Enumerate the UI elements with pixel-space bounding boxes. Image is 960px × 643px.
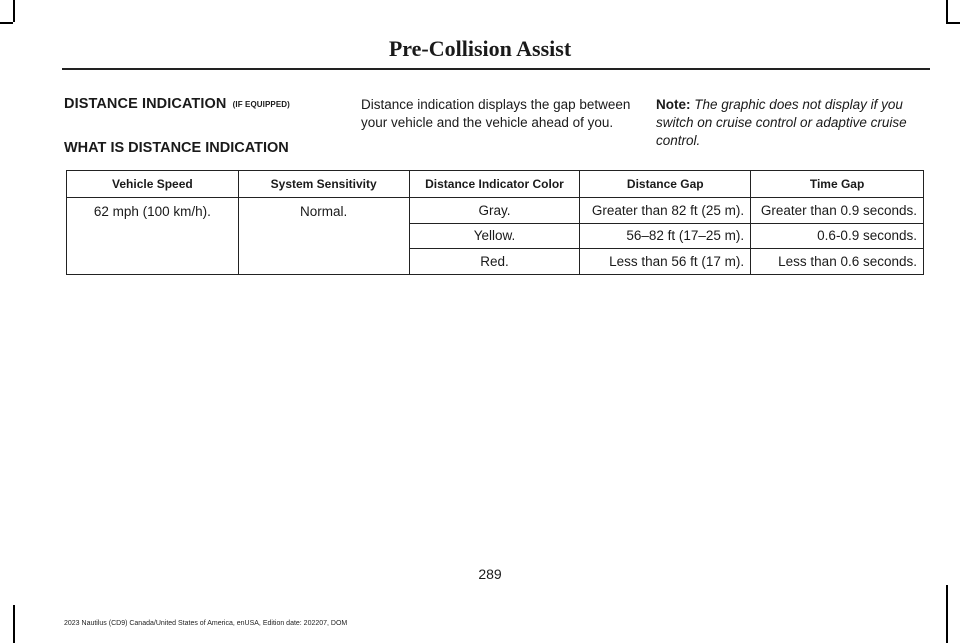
column-header: Time Gap xyxy=(751,171,924,198)
indicator-color-cell: Red. xyxy=(409,249,580,275)
note-label: Note: xyxy=(656,97,691,112)
section-heading-text: DISTANCE INDICATION xyxy=(64,96,227,112)
page-footer: 2023 Nautilus (CD9) Canada/United States of America, enUSA, Edition date: 202207, DOM xyxy=(64,620,348,627)
page-header-title: Pre-Collision Assist xyxy=(388,36,572,61)
crop-mark xyxy=(13,605,15,643)
column-header: Distance Indicator Color xyxy=(409,171,580,198)
indicator-color-cell: Yellow. xyxy=(409,223,580,249)
column-header: System Sensitivity xyxy=(238,171,409,198)
crop-mark xyxy=(946,0,948,22)
column-header: Distance Gap xyxy=(580,171,751,198)
section-heading-suffix: (IF EQUIPPED) xyxy=(232,100,290,109)
crop-mark xyxy=(13,0,15,22)
vehicle-speed-cell: 62 mph (100 km/h). xyxy=(67,198,239,275)
page-number: 289 xyxy=(478,566,502,582)
indicator-color-cell: Gray. xyxy=(409,198,580,224)
section-heading-block xyxy=(64,96,334,112)
distance-gap-cell: Greater than 82 ft (25 m). xyxy=(580,198,751,224)
header-divider xyxy=(62,68,930,70)
crop-mark xyxy=(946,585,948,643)
crop-mark xyxy=(0,22,13,24)
distance-indication-table xyxy=(66,170,924,275)
description-paragraph: Distance indication displays the gap between your vehicle and the vehicle ahead of you. xyxy=(361,97,631,130)
system-sensitivity-cell: Normal. xyxy=(238,198,409,275)
distance-gap-cell: Less than 56 ft (17 m). xyxy=(580,249,751,275)
section-heading xyxy=(64,96,334,112)
subsection-heading: WHAT IS DISTANCE INDICATION xyxy=(64,140,289,156)
distance-gap-cell: 56–82 ft (17–25 m). xyxy=(580,223,751,249)
table-row xyxy=(67,198,924,224)
note-text: The graphic does not display if you switch on cruise control or adaptive cruise control. xyxy=(656,97,907,148)
time-gap-cell: 0.6-0.9 seconds. xyxy=(751,223,924,249)
time-gap-cell: Less than 0.6 seconds. xyxy=(751,249,924,275)
time-gap-cell: Greater than 0.9 seconds. xyxy=(751,198,924,224)
column-header: Vehicle Speed xyxy=(67,171,239,198)
table-header-row xyxy=(67,171,924,198)
crop-mark xyxy=(946,22,960,24)
note-paragraph xyxy=(656,96,936,150)
